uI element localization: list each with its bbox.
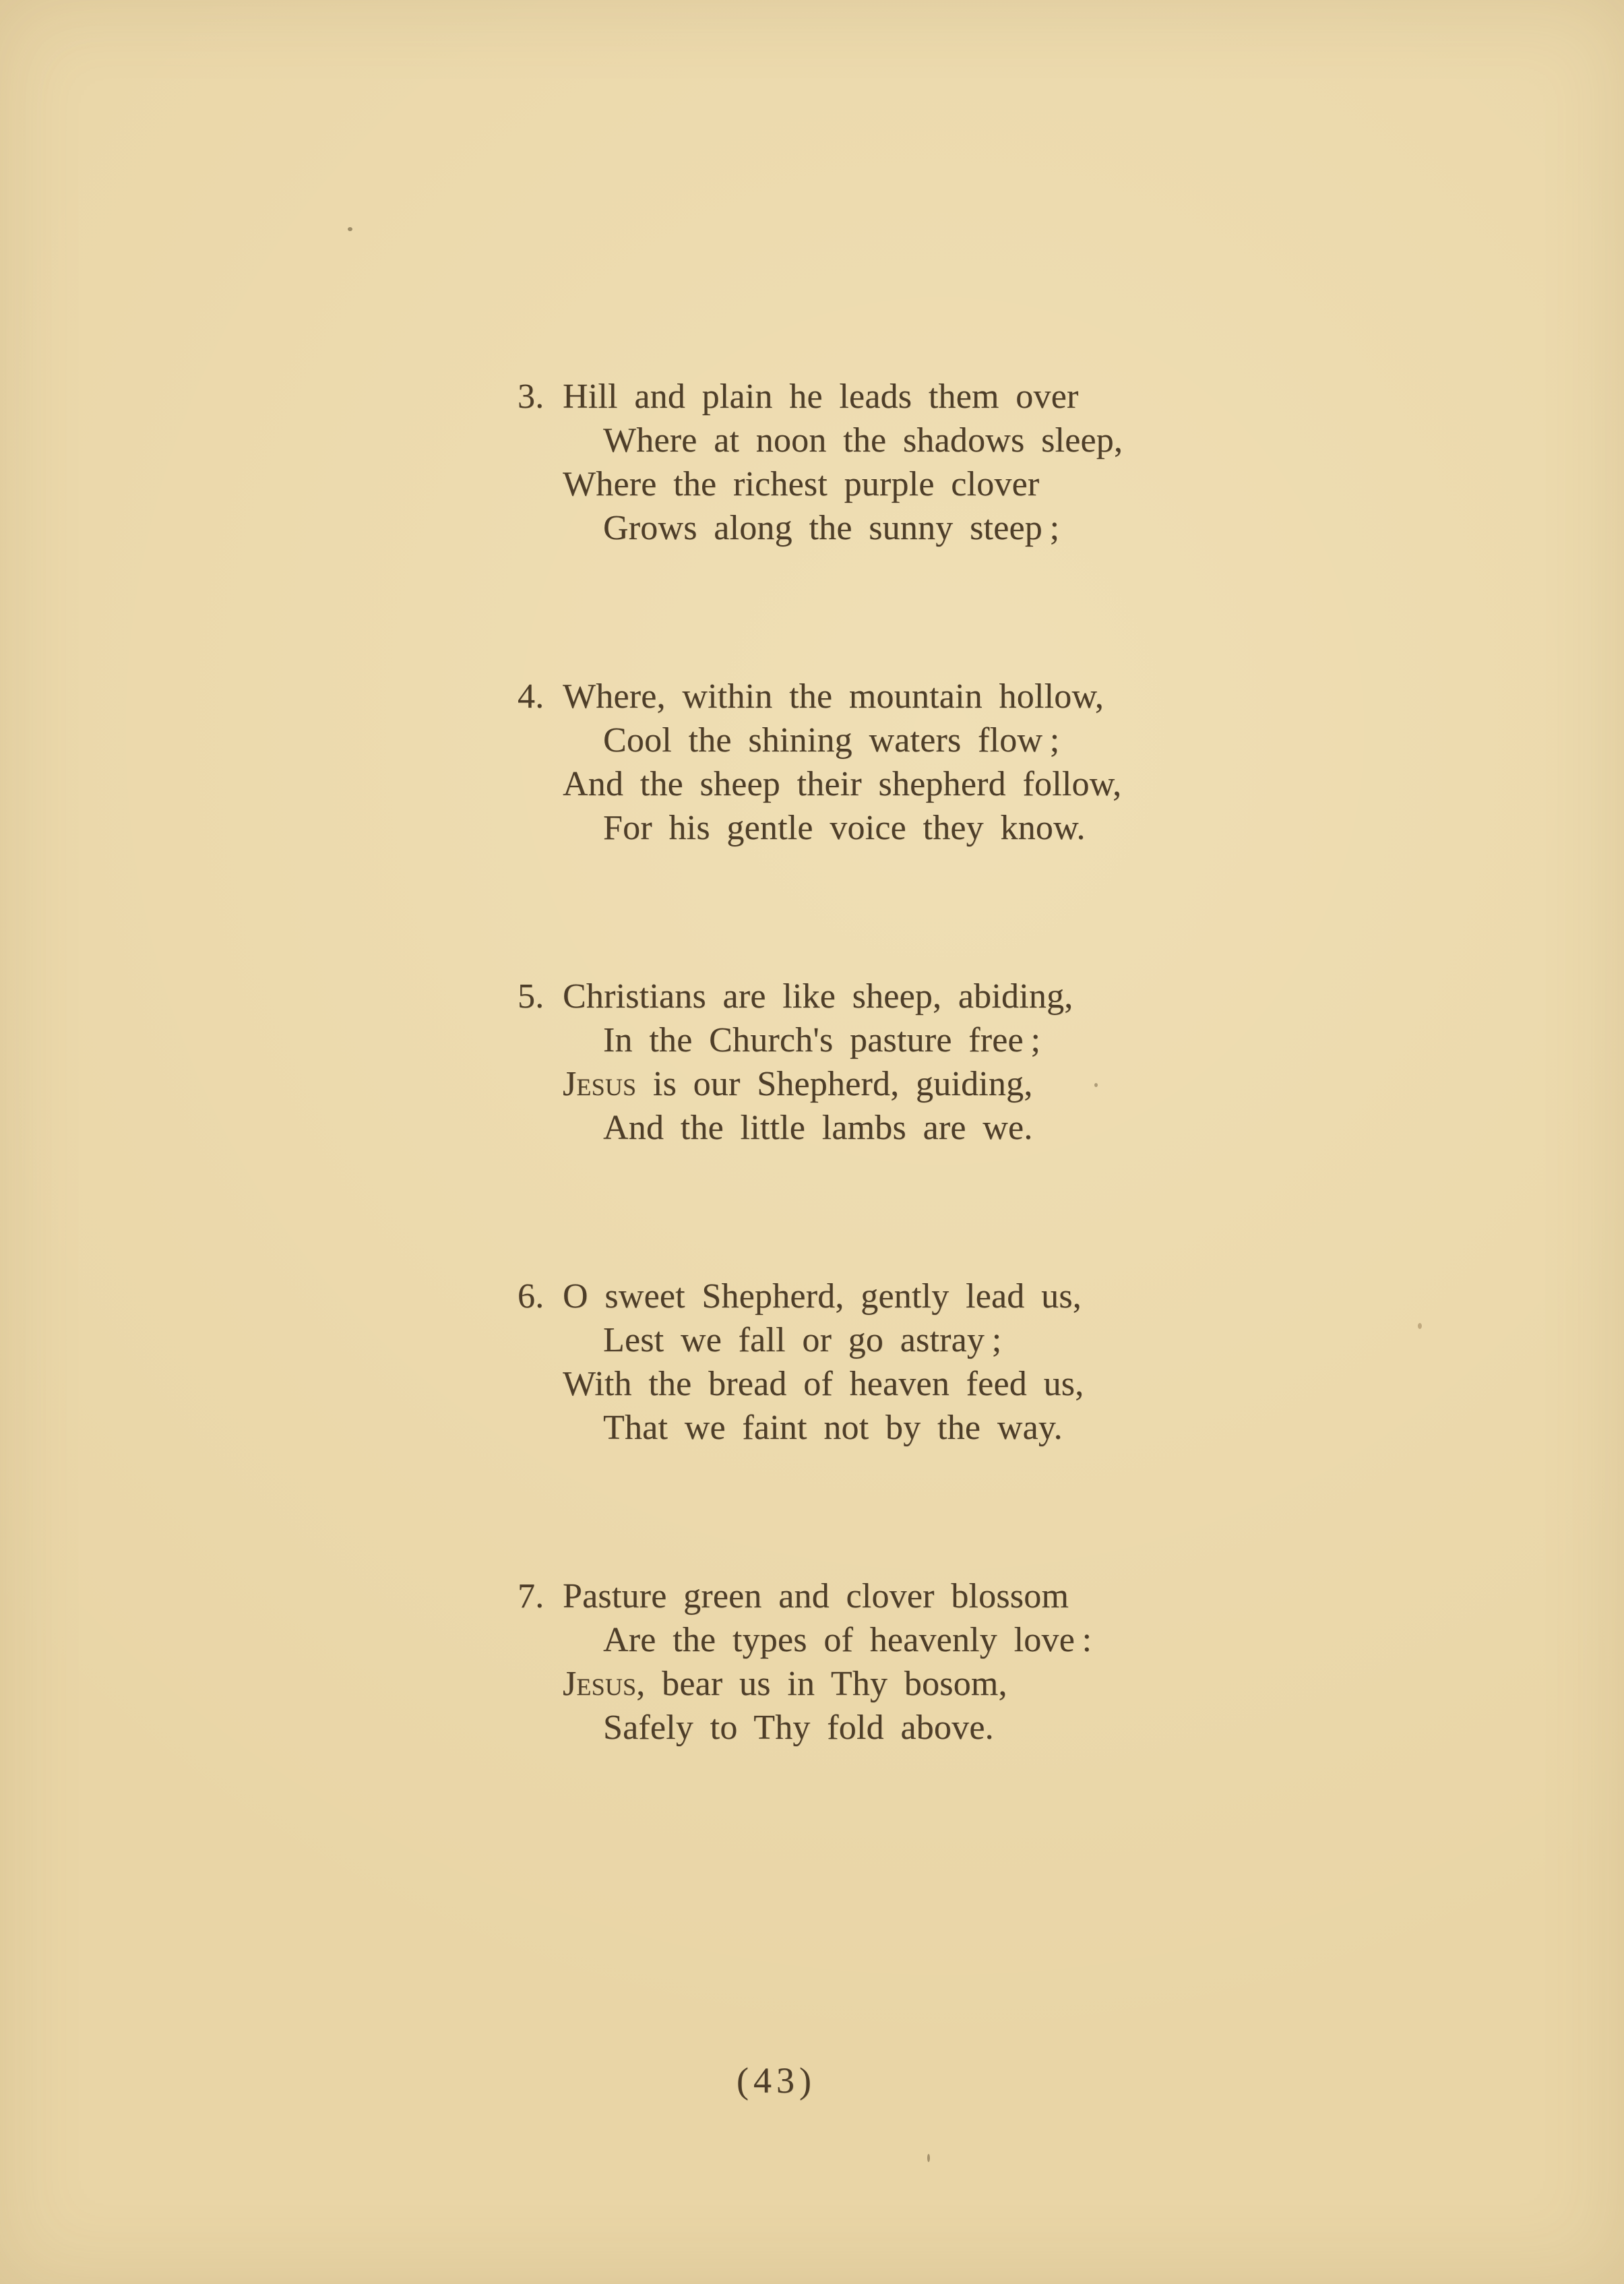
line-text: Pasture green and clover blossom bbox=[563, 1577, 1069, 1615]
verse-line bbox=[518, 1574, 1394, 1618]
verse-line bbox=[518, 718, 1394, 762]
line-text: O sweet Shepherd, gently lead us, bbox=[563, 1277, 1082, 1316]
line-text: Are the types of heavenly love : bbox=[603, 1621, 1092, 1659]
verse-line bbox=[518, 762, 1394, 806]
verse-number: 4. bbox=[518, 677, 544, 716]
verse bbox=[518, 1274, 1394, 1450]
paper-speck bbox=[1094, 1083, 1098, 1087]
verse-line bbox=[518, 1062, 1394, 1106]
line-text: Cool the shining waters flow ; bbox=[603, 721, 1060, 760]
line-text: That we faint not by the way. bbox=[603, 1409, 1063, 1447]
verse-line bbox=[518, 1018, 1394, 1062]
line-text: , bear us in Thy bosom, bbox=[636, 1665, 1007, 1703]
verse-line bbox=[518, 419, 1394, 462]
verse-line bbox=[518, 806, 1394, 850]
smallcaps-word: Jesus bbox=[563, 1065, 637, 1103]
line-text: Christians are like sheep, abiding, bbox=[563, 977, 1073, 1016]
verse-line bbox=[518, 1362, 1394, 1406]
verse-line bbox=[518, 975, 1394, 1018]
verse-line bbox=[518, 1662, 1394, 1706]
paper-speck bbox=[348, 227, 352, 231]
verse-line bbox=[518, 462, 1394, 506]
verse-line bbox=[518, 375, 1394, 419]
line-text: is our Shepherd, guiding, bbox=[636, 1065, 1033, 1103]
verse-line bbox=[518, 1706, 1394, 1750]
line-text: Lest we fall or go astray ; bbox=[603, 1321, 1002, 1359]
verse-number: 5. bbox=[518, 977, 544, 1016]
verse-line bbox=[518, 506, 1394, 550]
verse-line bbox=[518, 675, 1394, 718]
line-text: And the sheep their shepherd follow, bbox=[563, 765, 1122, 803]
line-text: Where, within the mountain hollow, bbox=[563, 677, 1104, 716]
line-text: Where at noon the shadows sleep, bbox=[603, 421, 1123, 460]
verse-number: 6. bbox=[518, 1277, 544, 1316]
verse bbox=[518, 675, 1394, 850]
line-text: With the bread of heaven feed us, bbox=[563, 1365, 1084, 1403]
line-text: And the little lambs are we. bbox=[603, 1109, 1033, 1147]
verse bbox=[518, 975, 1394, 1150]
line-text: Safely to Thy fold above. bbox=[603, 1708, 994, 1747]
verse bbox=[518, 375, 1394, 550]
verse-line bbox=[518, 1618, 1394, 1662]
paper-speck bbox=[1418, 1323, 1422, 1329]
verse-list bbox=[518, 375, 1394, 1874]
verse bbox=[518, 1574, 1394, 1750]
line-text: In the Church's pasture free ; bbox=[603, 1021, 1041, 1059]
verse-number: 3. bbox=[518, 377, 544, 416]
verse-line bbox=[518, 1318, 1394, 1362]
verse-line bbox=[518, 1406, 1394, 1450]
line-text: For his gentle voice they know. bbox=[603, 809, 1086, 847]
line-text: Hill and plain he leads them over bbox=[563, 377, 1079, 416]
verse-number: 7. bbox=[518, 1577, 544, 1615]
page-number: (43) bbox=[737, 2060, 816, 2101]
line-text: Where the richest purple clover bbox=[563, 465, 1040, 503]
paper-speck bbox=[927, 2154, 930, 2162]
verse-line bbox=[518, 1106, 1394, 1150]
line-text: Grows along the sunny steep ; bbox=[603, 509, 1060, 547]
smallcaps-word: Jesus bbox=[563, 1665, 637, 1703]
verse-line bbox=[518, 1274, 1394, 1318]
